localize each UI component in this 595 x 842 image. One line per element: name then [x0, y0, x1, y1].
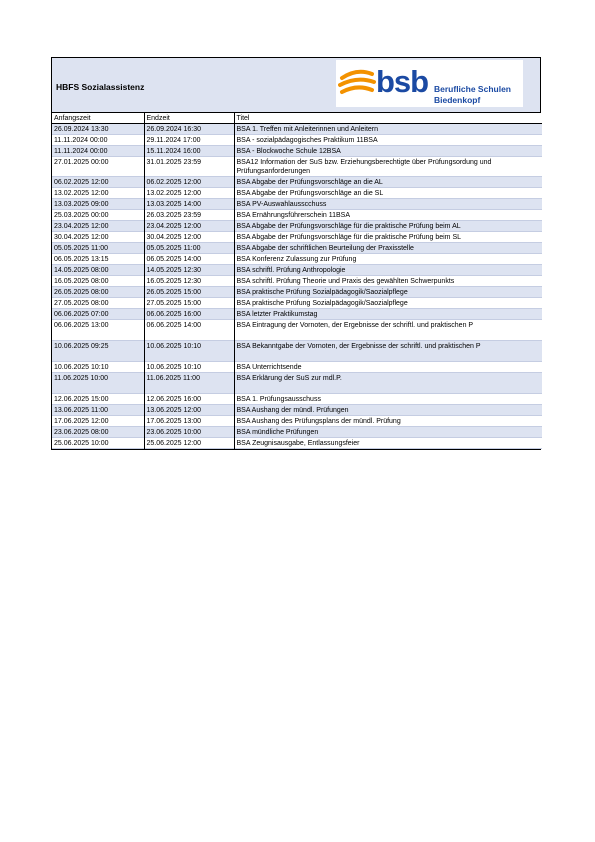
cell-title: BSA letzter Praktikumstag — [234, 309, 542, 320]
cell-start: 05.05.2025 11:00 — [52, 243, 144, 254]
cell-end: 14.05.2025 12:30 — [144, 265, 234, 276]
cell-start: 27.05.2025 08:00 — [52, 298, 144, 309]
cell-end: 15.11.2024 16:00 — [144, 146, 234, 157]
cell-title: BSA PV-Auswahlausscchuss — [234, 199, 542, 210]
page-title: HBFS Sozialassistenz — [56, 82, 145, 92]
cell-title: BSA Abgabe der Prüfungsvorschläge an die AL — [234, 177, 542, 188]
cell-title: BSA12 Information der SuS bzw. Erziehungsberechtigte über Prüfungsordung und Prüfungsanforderungen — [234, 157, 542, 177]
table-row — [52, 427, 542, 438]
table-row — [52, 309, 542, 320]
cell-end: 10.06.2025 10:10 — [144, 362, 234, 373]
cell-end: 16.05.2025 12:30 — [144, 276, 234, 287]
column-header-title: Titel — [234, 113, 542, 124]
cell-end: 26.05.2025 15:00 — [144, 287, 234, 298]
schedule-sheet — [51, 57, 541, 450]
table-row — [52, 362, 542, 373]
cell-title: BSA praktische Prüfung Sozialpädagogik/Saozialpflege — [234, 287, 542, 298]
cell-end: 05.05.2025 11:00 — [144, 243, 234, 254]
cell-title: BSA Unterrichtsende — [234, 362, 542, 373]
cell-start: 26.05.2025 08:00 — [52, 287, 144, 298]
cell-title: BSA - Blockwoche Schule 12BSA — [234, 146, 542, 157]
table-row — [52, 394, 542, 405]
table-row — [52, 177, 542, 188]
cell-start: 06.06.2025 07:00 — [52, 309, 144, 320]
cell-end: 30.04.2025 12:00 — [144, 232, 234, 243]
cell-start: 23.06.2025 08:00 — [52, 427, 144, 438]
cell-start: 26.09.2024 13:30 — [52, 124, 144, 135]
cell-end: 10.06.2025 10:10 — [144, 341, 234, 362]
cell-end: 25.06.2025 12:00 — [144, 438, 234, 449]
cell-title: BSA mündliche Prüfungen — [234, 427, 542, 438]
cell-title: BSA Aushang der mündl. Prüfungen — [234, 405, 542, 416]
cell-start: 13.03.2025 09:00 — [52, 199, 144, 210]
cell-title: BSA schriftl. Prüfung Anthropologie — [234, 265, 542, 276]
table-row — [52, 373, 542, 394]
cell-title: BSA schriftl. Prüfung Theorie und Praxis des gewählten Schwerpunkts — [234, 276, 542, 287]
cell-title: BSA Eintragung der Vornoten, der Ergebnisse der schriftl. und praktischen P — [234, 320, 542, 341]
table-row — [52, 341, 542, 362]
cell-title: BSA Abgabe der schriftlichen Beurteilung der Praxisstelle — [234, 243, 542, 254]
table-row — [52, 405, 542, 416]
school-logo — [336, 60, 523, 107]
cell-start: 10.06.2025 10:10 — [52, 362, 144, 373]
cell-end: 06.05.2025 14:00 — [144, 254, 234, 265]
logo-line-1: Berufliche Schulen — [434, 84, 511, 94]
table-row — [52, 265, 542, 276]
cell-title: BSA Erklärung der SuS zur mdl.P. — [234, 373, 542, 394]
table-row — [52, 135, 542, 146]
column-header-start: Anfangszeit — [52, 113, 144, 124]
table-row — [52, 232, 542, 243]
cell-title: BSA 1. Prüfungsausschuss — [234, 394, 542, 405]
cell-title: BSA Konferenz Zulassung zur Prüfung — [234, 254, 542, 265]
cell-title: BSA Bekanntgabe der Vornoten, der Ergebnisse der schriftl. und praktischen P — [234, 341, 542, 362]
cell-start: 13.06.2025 11:00 — [52, 405, 144, 416]
cell-start: 16.05.2025 08:00 — [52, 276, 144, 287]
cell-end: 17.06.2025 13:00 — [144, 416, 234, 427]
sheet-header — [52, 58, 540, 113]
cell-end: 23.04.2025 12:00 — [144, 221, 234, 232]
table-row — [52, 157, 542, 177]
logo-wordmark: bsb — [376, 64, 429, 99]
cell-start: 17.06.2025 12:00 — [52, 416, 144, 427]
table-row — [52, 320, 542, 341]
cell-title: BSA Zeugnisausgabe, Entlassungsfeier — [234, 438, 542, 449]
swoosh-logo-icon — [338, 64, 376, 102]
cell-start: 23.04.2025 12:00 — [52, 221, 144, 232]
cell-start: 25.03.2025 00:00 — [52, 210, 144, 221]
table-header-row — [52, 113, 542, 124]
cell-title: BSA praktische Prüfung Sozialpädagogik/Saozialpflege — [234, 298, 542, 309]
logo-line-2: Biedenkopf — [434, 95, 481, 105]
table-row — [52, 243, 542, 254]
cell-end: 31.01.2025 23:59 — [144, 157, 234, 177]
cell-title: BSA Abgabe der Prüfungsvorschläge für die praktische Prüfung beim SL — [234, 232, 542, 243]
cell-start: 13.02.2025 12:00 — [52, 188, 144, 199]
table-row — [52, 254, 542, 265]
cell-start: 14.05.2025 08:00 — [52, 265, 144, 276]
cell-end: 13.02.2025 12:00 — [144, 188, 234, 199]
schedule-table — [52, 113, 542, 449]
table-row — [52, 221, 542, 232]
table-row — [52, 199, 542, 210]
table-row — [52, 210, 542, 221]
cell-start: 11.06.2025 10:00 — [52, 373, 144, 394]
table-row — [52, 124, 542, 135]
cell-end: 06.02.2025 12:00 — [144, 177, 234, 188]
cell-title: BSA Ernährungsführerschein 11BSA — [234, 210, 542, 221]
table-row — [52, 146, 542, 157]
column-header-end: Endzeit — [144, 113, 234, 124]
cell-end: 06.06.2025 16:00 — [144, 309, 234, 320]
cell-start: 11.11.2024 00:00 — [52, 146, 144, 157]
cell-start: 25.06.2025 10:00 — [52, 438, 144, 449]
cell-title: BSA - sozialpädagogisches Praktikum 11BSA — [234, 135, 542, 146]
cell-end: 13.03.2025 14:00 — [144, 199, 234, 210]
table-row — [52, 438, 542, 449]
cell-title: BSA Abgabe der Prüfungsvorschläge für die praktische Prüfung beim AL — [234, 221, 542, 232]
cell-title: BSA 1. Treffen mit Anleiterinnen und Anleitern — [234, 124, 542, 135]
cell-end: 29.11.2024 17:00 — [144, 135, 234, 146]
cell-start: 27.01.2025 00:00 — [52, 157, 144, 177]
table-row — [52, 188, 542, 199]
cell-start: 10.06.2025 09:25 — [52, 341, 144, 362]
cell-start: 30.04.2025 12:00 — [52, 232, 144, 243]
cell-end: 23.06.2025 10:00 — [144, 427, 234, 438]
cell-start: 06.05.2025 13:15 — [52, 254, 144, 265]
table-row — [52, 276, 542, 287]
cell-end: 13.06.2025 12:00 — [144, 405, 234, 416]
cell-end: 12.06.2025 16:00 — [144, 394, 234, 405]
table-row — [52, 287, 542, 298]
cell-end: 11.06.2025 11:00 — [144, 373, 234, 394]
cell-end: 27.05.2025 15:00 — [144, 298, 234, 309]
cell-end: 26.03.2025 23:59 — [144, 210, 234, 221]
cell-start: 11.11.2024 00:00 — [52, 135, 144, 146]
table-row — [52, 298, 542, 309]
cell-end: 26.09.2024 16:30 — [144, 124, 234, 135]
cell-start: 06.06.2025 13:00 — [52, 320, 144, 341]
cell-start: 12.06.2025 15:00 — [52, 394, 144, 405]
cell-start: 06.02.2025 12:00 — [52, 177, 144, 188]
cell-title: BSA Abgabe der Prüfungsvorschläge an die SL — [234, 188, 542, 199]
cell-end: 06.06.2025 14:00 — [144, 320, 234, 341]
table-row — [52, 416, 542, 427]
cell-title: BSA Aushang des Prüfungsplans der mündl. Prüfung — [234, 416, 542, 427]
